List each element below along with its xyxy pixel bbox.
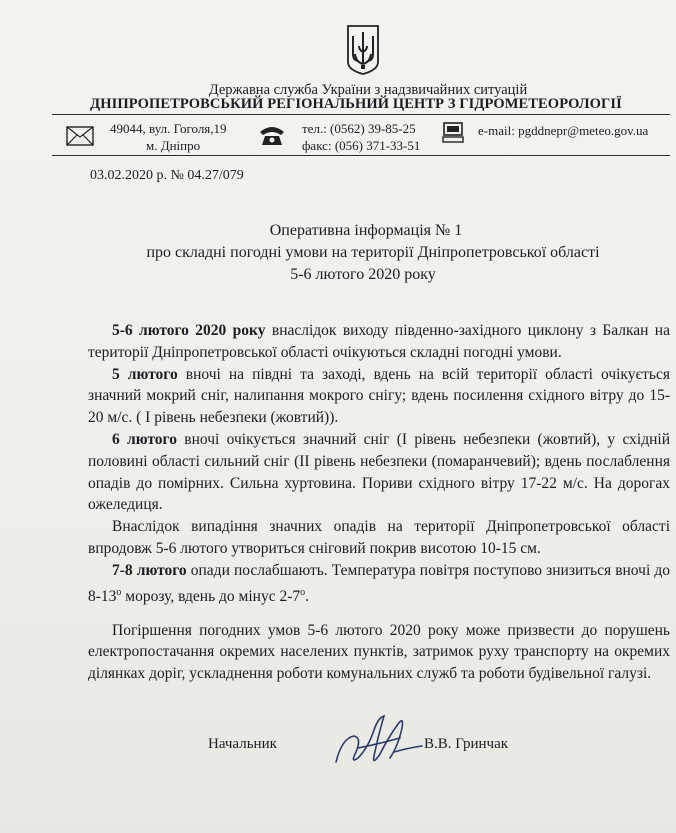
paragraph-text: морозу, вдень до мінус 2-7 bbox=[121, 587, 301, 605]
address-city: м. Дніпро bbox=[146, 138, 201, 153]
paragraph-text: опади послабшають. Температура повітря поступово знизиться вночі до 8-13 bbox=[88, 561, 670, 605]
computer-icon bbox=[442, 122, 464, 144]
degree-mark: о bbox=[116, 586, 122, 598]
signatory-role: Начальник bbox=[208, 736, 277, 752]
paragraph-snow-cover bbox=[88, 516, 670, 560]
trident-emblem-icon bbox=[346, 24, 380, 76]
paragraph-text: Погіршення погодних умов 5-6 лютого 2020 року може призвести до порушень електропостачання окремих населених пунктів, затримок руху транспорту на окремих ділянках доріг, ускладнення роботи комунальних служб та роботи будівельної галузі. bbox=[88, 621, 670, 683]
telephone-icon bbox=[258, 124, 286, 146]
paragraph-text: Внаслідок випадіння значних опадів на території Дніпропетровської області впродовж 5-6 лютого утвориться сніговий покрив висотою 10-15 см. bbox=[88, 518, 670, 557]
paragraph-feb-5 bbox=[88, 364, 670, 429]
phone-number: тел.: (0562) 39-85-25 bbox=[302, 121, 416, 136]
document-date-range: 5-6 лютого 2020 року bbox=[290, 266, 436, 283]
paragraph-feb-7-8 bbox=[88, 560, 670, 608]
date-highlight: 7-8 лютого bbox=[112, 561, 187, 579]
service-name: Державна служба України з надзвичайних ситуацій bbox=[208, 82, 528, 98]
paragraph-text: внаслідок виходу південно-західного циклону з Балкан на території Дніпропетровської області очікуються складні погодні умови. bbox=[88, 322, 670, 361]
document-body bbox=[88, 320, 670, 685]
fax-number: факс: (056) 371-33-51 bbox=[302, 138, 421, 153]
document-subtitle: про складні погодні умови на території Дніпропетровської області bbox=[146, 244, 600, 261]
paragraph-text: вночі на півдні та заході, вдень на всій території області очікується значний мокрий сніг, налипання мокрого снігу; вдень посилення східного вітру до 15-20 м/с. ( І рівень небезпеки (жовтий)). bbox=[88, 365, 670, 427]
paragraph-feb-6 bbox=[88, 429, 670, 516]
paragraph-text: вночі очікується значний сніг (І рівень небезпеки (жовтий), у східній половині області сильний сніг (ІІ рівень небезпеки (помаранчевий); вдень послаблення опадів до помірних. Сильна хуртовина. Пориви східного вітру 17-22 м/с. На дорогах ожеледиця. bbox=[88, 430, 670, 514]
paragraph-forecast-summary bbox=[88, 320, 670, 364]
degree-mark: о bbox=[300, 586, 306, 598]
header-divider-top bbox=[52, 114, 670, 115]
handwritten-signature bbox=[328, 708, 428, 772]
registration-number: 03.02.2020 р. № 04.27/079 bbox=[90, 168, 244, 183]
date-highlight: 6 лютого bbox=[112, 430, 177, 448]
address-street: 49044, вул. Гоголя,19 bbox=[110, 121, 227, 136]
email-address: e-mail: pgddnepr@meteo.gov.ua bbox=[478, 123, 649, 138]
center-name: ДНІПРОПЕТРОВСЬКИЙ РЕГІОНАЛЬНИЙ ЦЕНТР З ГІДРОМЕТЕОРОЛОГІЇ bbox=[90, 96, 622, 112]
date-highlight: 5 лютого bbox=[112, 365, 178, 383]
paragraph-consequences bbox=[88, 620, 670, 685]
signatory-name: В.В. Гринчак bbox=[424, 736, 509, 752]
date-highlight: 5-6 лютого 2020 року bbox=[112, 322, 266, 339]
paragraph-text: . bbox=[305, 587, 310, 605]
document-title: Оперативна інформація № 1 bbox=[269, 222, 463, 239]
header-divider-bottom bbox=[52, 155, 670, 156]
envelope-icon bbox=[66, 126, 94, 146]
